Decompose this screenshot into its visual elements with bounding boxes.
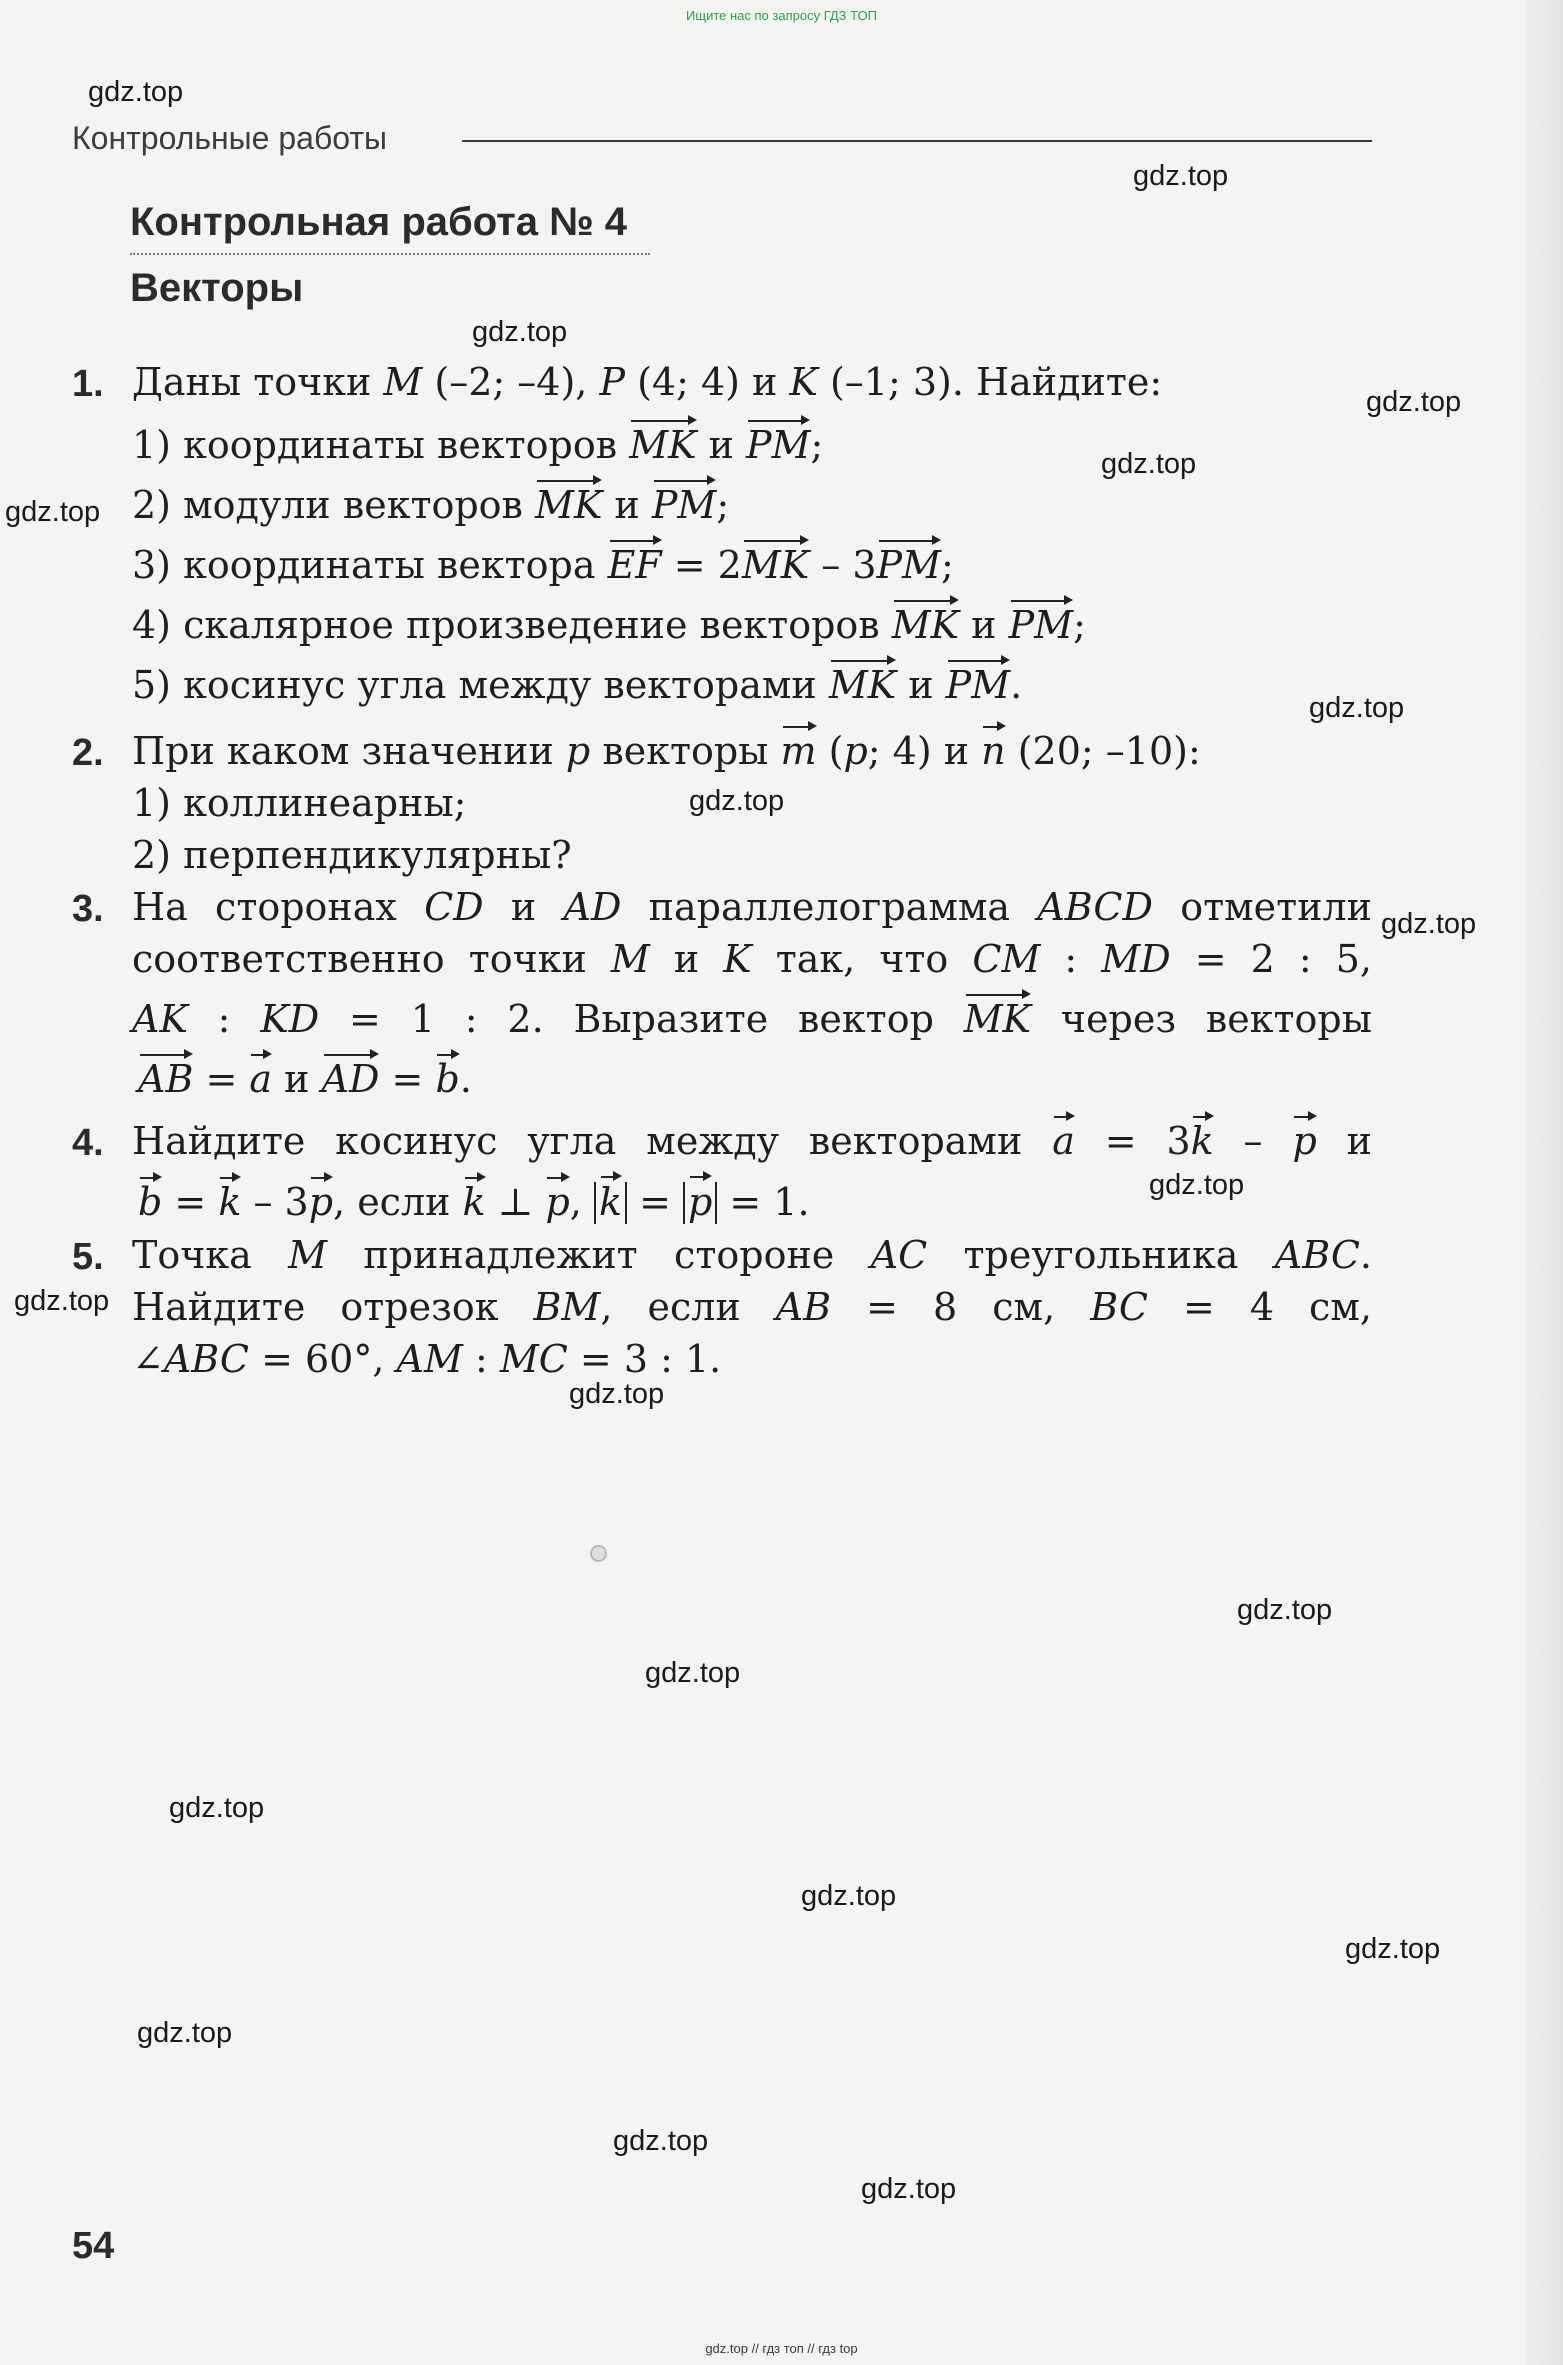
problem-4-line-1: Найдите косинус угла между векторами a = 3k – p и <box>132 1119 1372 1163</box>
page-edge-shadow <box>1525 0 1563 2365</box>
test-title: Контрольная работа № 4 <box>130 200 628 244</box>
watermark: gdz.top <box>689 785 785 817</box>
problem-number: 3. <box>72 888 104 930</box>
watermark: gdz.top <box>472 316 568 348</box>
problem-5-line-3: ∠ABC = 60°, AM : MC = 3 : 1. <box>132 1337 722 1381</box>
problem-1-item-5: 5) косинус угла между векторами MK и PM. <box>132 663 1023 707</box>
paper-speck <box>590 1545 607 1562</box>
topic-title: Векторы <box>130 266 304 310</box>
watermark: gdz.top <box>88 76 184 108</box>
header-rule <box>462 140 1372 142</box>
problem-2-intro: При каком значении p векторы m (p; 4) и n (20; –10): <box>132 729 1201 773</box>
watermark: gdz.top <box>1309 692 1405 724</box>
problem-2-item-2: 2) перпендикулярны? <box>132 833 572 877</box>
problem-5-line-1: Точка M принадлежит стороне AC треугольника ABC. <box>132 1233 1372 1277</box>
problem-3-line-4: AB = a и AD = b. <box>138 1057 472 1101</box>
problem-1-item-4: 4) скалярное произведение векторов MK и PM; <box>132 603 1086 647</box>
watermark: gdz.top <box>861 2173 957 2205</box>
watermark: gdz.top <box>5 496 101 528</box>
watermark: gdz.top <box>1381 908 1477 940</box>
watermark: gdz.top <box>645 1657 741 1689</box>
watermark: gdz.top <box>14 1285 110 1317</box>
problem-number: 1. <box>72 363 104 405</box>
problem-3-line-1: На сторонах CD и AD параллелограмма ABCD отметили <box>132 885 1372 929</box>
problem-2-item-1: 1) коллинеарны; <box>132 781 467 825</box>
problem-4-line-2: b = k – 3p, если k ⊥ p, k = p = 1. <box>138 1180 810 1224</box>
watermark: gdz.top <box>137 2017 233 2049</box>
problem-3-line-2: соответственно точки M и K так, что CM : MD = 2 : 5, <box>132 937 1372 981</box>
problem-1-item-2: 2) модули векторов MK и PM; <box>132 483 730 527</box>
problem-number: 4. <box>72 1122 104 1164</box>
watermark: gdz.top <box>569 1378 665 1410</box>
watermark: gdz.top <box>801 1880 897 1912</box>
bottom-site-notice: gdz.top // гдз топ // гдз top <box>705 2341 858 2356</box>
page-number: 54 <box>72 2225 115 2267</box>
problem-1-intro: Даны точки M (–2; –4), P (4; 4) и K (–1; 3). Найдите: <box>132 360 1163 404</box>
watermark: gdz.top <box>1237 1594 1333 1626</box>
problem-number: 5. <box>72 1236 104 1278</box>
problem-number: 2. <box>72 732 104 774</box>
running-header: Контрольные работы <box>72 120 388 156</box>
title-underline <box>130 253 650 255</box>
watermark: gdz.top <box>1149 1169 1245 1201</box>
problem-1-item-3: 3) координаты вектора EF = 2MK – 3PM; <box>132 543 954 587</box>
watermark: gdz.top <box>613 2125 709 2157</box>
watermark: gdz.top <box>1345 1933 1441 1965</box>
watermark: gdz.top <box>1133 160 1229 192</box>
problem-5-line-2: Найдите отрезок BM, если AB = 8 см, BC = 4 см, <box>132 1285 1372 1329</box>
problem-3-line-3: AK : KD = 1 : 2. Выразите вектор MK через векторы <box>132 997 1372 1041</box>
watermark: gdz.top <box>1101 448 1197 480</box>
problem-1-item-1: 1) координаты векторов MK и PM; <box>132 423 824 467</box>
watermark: gdz.top <box>169 1792 265 1824</box>
watermark: gdz.top <box>1366 386 1462 418</box>
top-search-notice: Ищите нас по запросу ГДЗ ТОП <box>686 8 877 23</box>
